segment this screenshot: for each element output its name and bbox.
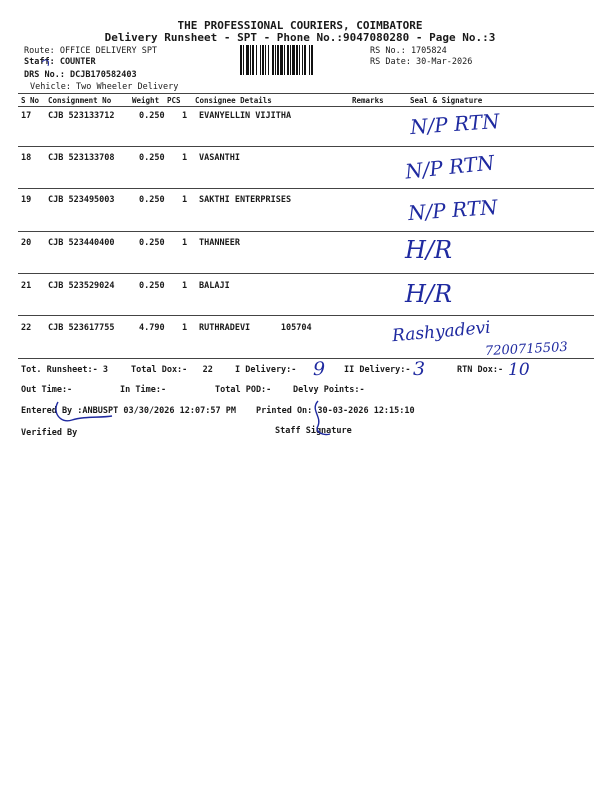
delvy-points-label: Delvy Points:- xyxy=(293,385,365,395)
handwritten-signature: N/P RTN xyxy=(407,194,499,226)
ii-delivery-label: II Delivery:- xyxy=(344,365,411,375)
staff-label: Staff: COUNTER xyxy=(24,57,96,67)
col-signature: Seal & Signature xyxy=(410,96,483,105)
col-consignee: Consignee Details xyxy=(195,96,272,105)
runsheet-subtitle: Delivery Runsheet - SPT - Phone No.:9047080280 - Page No.:3 xyxy=(104,31,496,44)
row-sno: 19 xyxy=(21,195,32,205)
row-sno: 22 xyxy=(21,323,32,333)
ii-delivery-handwritten: 3 xyxy=(413,358,426,380)
rs-date: RS Date: 30-Mar-2026 xyxy=(370,57,473,67)
rtn-dox-label: RTN Dox:- xyxy=(457,365,504,375)
row-sno: 21 xyxy=(21,281,32,291)
staff-tick-mark xyxy=(42,60,49,66)
handwritten-phone: 7200715503 xyxy=(484,339,569,360)
entered-by-pen-mark xyxy=(56,402,112,421)
row-consignment: CJB 523133708 xyxy=(48,153,115,163)
total-pod-label: Total POD:- xyxy=(215,385,272,395)
row-consignment: CJB 523495003 xyxy=(48,195,115,205)
total-dox: Total Dox:- 22 xyxy=(131,365,213,375)
row-consignee: THANNEER xyxy=(199,238,240,248)
handwritten-signature: H/R xyxy=(405,280,453,308)
row-consignment: CJB 523529024 xyxy=(48,281,115,291)
row-pcs: 1 xyxy=(182,238,188,248)
entered-by: Entered By :ANBUSPT 03/30/2026 12:07:57 PM xyxy=(21,406,236,416)
row-weight: 0.250 xyxy=(139,281,165,291)
handwritten-signature: H/R xyxy=(405,236,453,264)
row-consignment: CJB 523440400 xyxy=(48,238,115,248)
row-pcs: 1 xyxy=(182,281,188,291)
i-delivery-label: I Delivery:- xyxy=(235,365,297,375)
row-pcs: 1 xyxy=(182,111,188,121)
row-pcs: 1 xyxy=(182,323,188,333)
row-weight: 0.250 xyxy=(139,111,165,121)
col-pcs: PCS xyxy=(167,96,181,105)
row-consignment: CJB 523617755 xyxy=(48,323,115,333)
row-pcs: 1 xyxy=(182,153,188,163)
col-remarks: Remarks xyxy=(352,96,384,105)
row-consignee: BALAJI xyxy=(199,281,230,291)
staff-signature-label: Staff Signature xyxy=(275,426,352,436)
handwritten-signature: N/P RTN xyxy=(409,108,501,140)
total-runsheet: Tot. Runsheet:- 3 xyxy=(21,365,108,375)
row-consignee: RUTHRADEVI 105704 xyxy=(199,323,312,333)
i-delivery-handwritten: 9 xyxy=(313,358,326,380)
row-weight: 0.250 xyxy=(139,238,165,248)
row-weight: 0.250 xyxy=(139,153,165,163)
col-weight: Weight xyxy=(132,96,160,105)
row-sno: 17 xyxy=(21,111,32,121)
row-consignment: CJB 523133712 xyxy=(48,111,115,121)
row-sno: 18 xyxy=(21,153,32,163)
row-weight: 0.250 xyxy=(139,195,165,205)
printed-on: Printed On: 30-03-2026 12:15:10 xyxy=(256,406,415,416)
row-pcs: 1 xyxy=(182,195,188,205)
row-consignee: EVANYELLIN VIJITHA xyxy=(199,111,292,121)
rtn-dox-handwritten: 10 xyxy=(508,360,530,380)
company-title: THE PROFESSIONAL COURIERS, COIMBATORE xyxy=(177,19,423,32)
row-weight: 4.790 xyxy=(139,323,165,333)
col-sno: S No xyxy=(21,96,40,105)
row-consignee: VASANTHI xyxy=(199,153,240,163)
route-label: Route: OFFICE DELIVERY SPT xyxy=(24,46,158,56)
in-time-label: In Time:- xyxy=(120,385,167,395)
out-time-label: Out Time:- xyxy=(21,385,73,395)
row-sno: 20 xyxy=(21,238,32,248)
staff-signature-pen-mark xyxy=(315,401,330,435)
handwritten-signature: N/P RTN xyxy=(403,150,496,184)
verified-by: Verified By xyxy=(21,428,78,438)
vehicle-label: Vehicle: Two Wheeler Delivery xyxy=(30,82,179,92)
rs-number: RS No.: 1705824 xyxy=(370,46,447,56)
drs-number: DRS No.: DCJB170582403 xyxy=(24,70,137,80)
handwritten-signature: Rashyadevi xyxy=(391,317,492,347)
col-consignment: Consignment No xyxy=(48,96,112,105)
row-consignee: SAKTHI ENTERPRISES xyxy=(199,195,292,205)
